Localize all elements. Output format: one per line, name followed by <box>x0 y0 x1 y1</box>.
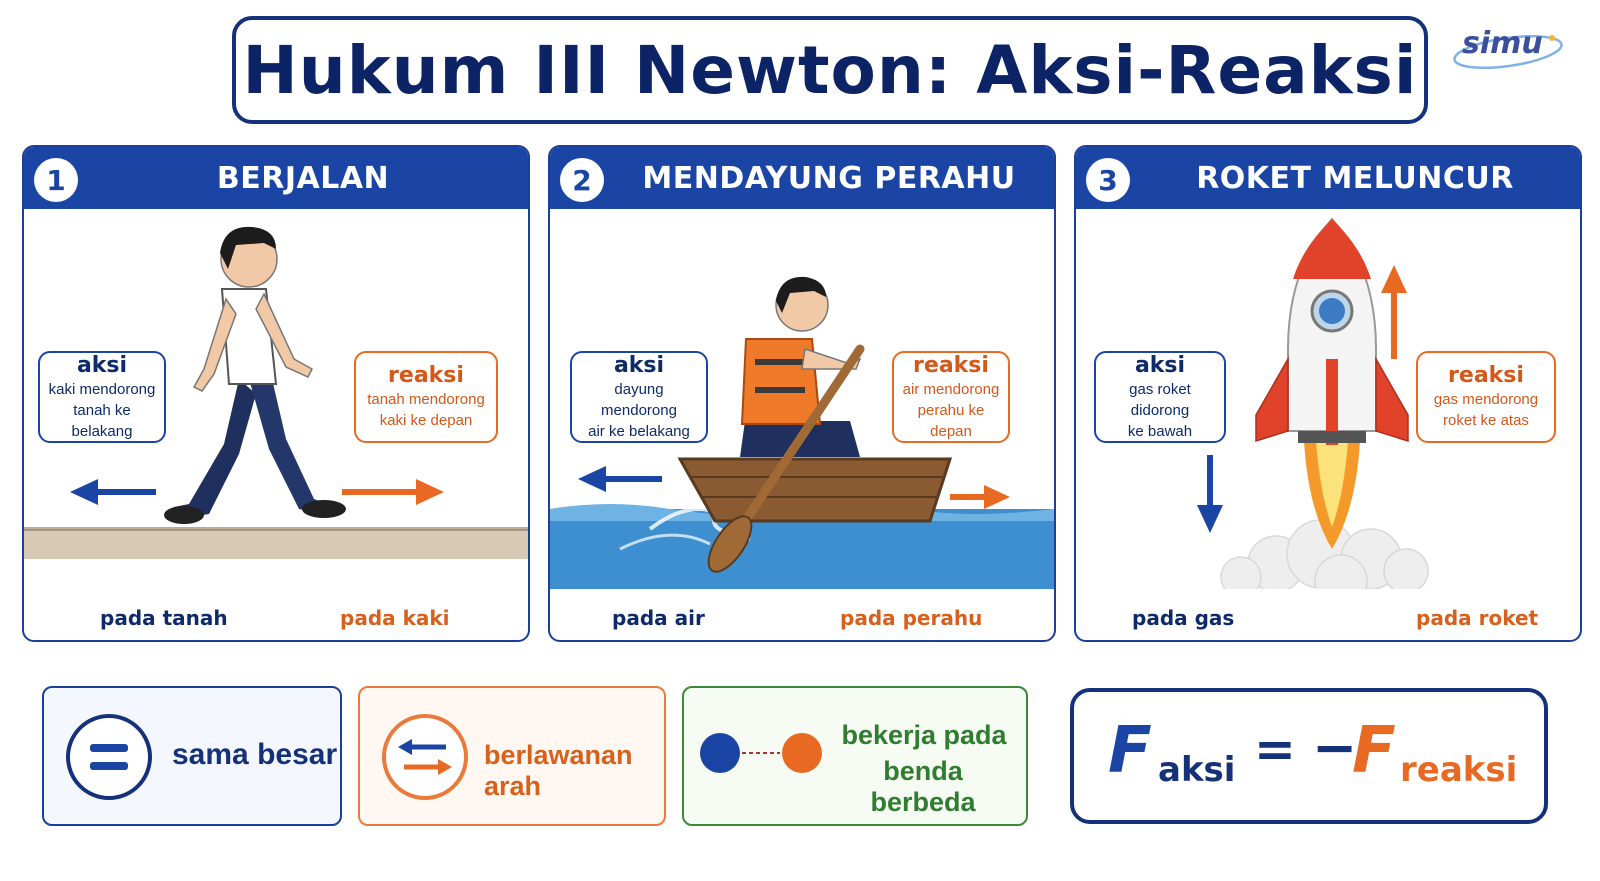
rocket-figure <box>1256 219 1408 445</box>
panel-number: 3 <box>1086 158 1130 202</box>
panel-header <box>550 147 1054 209</box>
action-arrow-left <box>70 479 156 505</box>
logo-text: simu <box>1462 26 1543 61</box>
reaction-arrow-up <box>1381 265 1407 359</box>
formula-f-aksi: F <box>1108 714 1152 788</box>
panel-number: 1 <box>34 158 78 202</box>
foot-label-reaction: pada kaki <box>340 606 450 630</box>
title-box <box>232 16 1428 124</box>
formula-box <box>1070 688 1548 824</box>
reaction-arrow-right <box>950 485 1010 509</box>
panel-header <box>1076 147 1580 209</box>
property-opposite-text: berlawanan arah <box>484 740 633 801</box>
opposite-arrows-icon <box>380 712 470 802</box>
foot-label-action: pada air <box>612 606 705 630</box>
simu-logo <box>1452 26 1564 74</box>
panel-roket <box>1074 145 1582 642</box>
property-different-line1: bekerja pada <box>841 720 1007 750</box>
foot-label-action: pada tanah <box>100 606 228 630</box>
foot-label-reaction: pada roket <box>1416 606 1539 630</box>
panel-number: 2 <box>560 158 604 202</box>
action-arrow-down <box>1197 455 1223 533</box>
reaction-arrow-right <box>342 479 444 505</box>
reaksi-label: reaksi air mendorong perahu ke depan <box>892 351 1010 443</box>
rowing-boy-figure <box>740 277 860 457</box>
action-arrow-left <box>578 466 662 492</box>
foot-label-action: pada gas <box>1132 606 1235 630</box>
formula-equals: = <box>1254 720 1296 778</box>
property-equal-text: sama besar <box>172 738 338 771</box>
reaksi-label: reaksi gas mendorong roket ke atas <box>1416 351 1556 443</box>
aksi-label: aksi dayung mendorong air ke belakang <box>570 351 708 443</box>
reaksi-label: reaksi tanah mendorong kaki ke depan <box>354 351 498 443</box>
panel-title: MENDAYUNG PERAHU <box>642 160 1016 196</box>
property-different-card <box>682 686 1028 826</box>
panel-header <box>24 147 528 209</box>
walking-boy-figure <box>164 227 346 524</box>
equals-icon <box>64 712 154 802</box>
panel-title: BERJALAN <box>216 160 390 196</box>
aksi-label: aksi kaki mendorong tanah ke belakang <box>38 351 166 443</box>
panel-title: ROKET MELUNCUR <box>1196 160 1514 196</box>
foot-label-reaction: pada perahu <box>840 606 983 630</box>
page-title: Hukum III Newton: Aksi-Reaksi <box>242 31 1418 109</box>
formula-sub-aksi: aksi <box>1158 750 1236 790</box>
aksi-label: aksi gas roket didorong ke bawah <box>1094 351 1226 443</box>
panel-mendayung <box>548 145 1056 642</box>
two-bodies-icon <box>698 728 824 778</box>
formula-f-reaksi: F <box>1352 714 1396 788</box>
property-opposite-card <box>358 686 666 826</box>
property-different-line2: benda berbeda <box>870 756 976 817</box>
formula-sub-reaksi: reaksi <box>1400 750 1518 790</box>
property-equal-card <box>42 686 342 826</box>
panel-berjalan <box>22 145 530 642</box>
formula-minus: − <box>1312 716 1358 779</box>
